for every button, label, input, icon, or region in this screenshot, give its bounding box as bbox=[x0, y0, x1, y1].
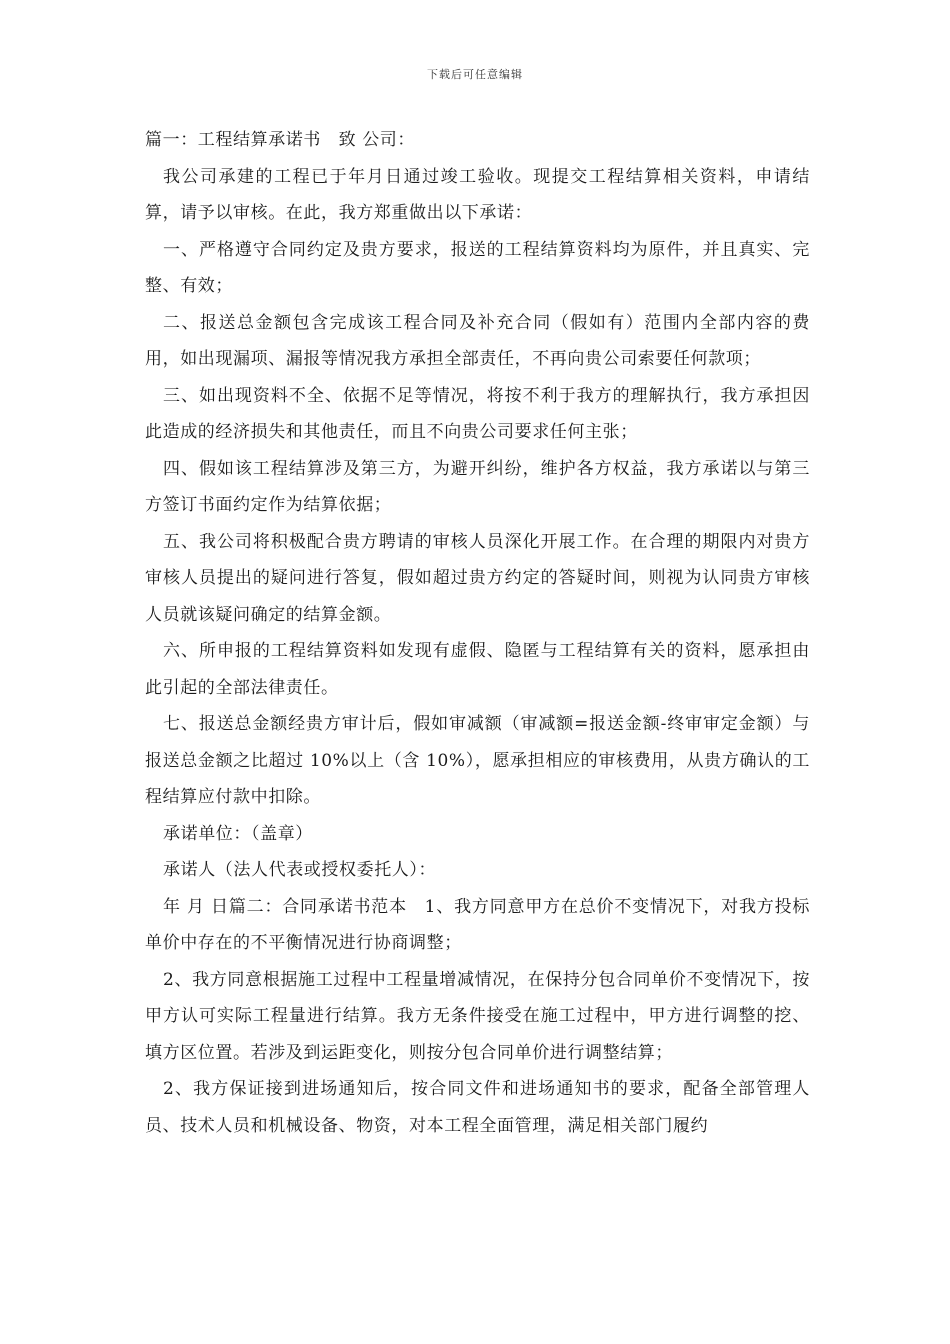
paragraph-item-3: 三、如出现资料不全、依据不足等情况，将按不利于我方的理解执行，我方承担因此造成的经济损失和其他责任，而且不向贵公司要求任何主张； bbox=[145, 385, 810, 442]
paragraph-item-2: 二、报送总金额包含完成该工程合同及补充合同（假如有）范围内全部内容的费用，如出现漏项、漏报等情况我方承担全部责任，不再向贵公司索要任何款项； bbox=[145, 312, 810, 369]
paragraph-intro: 我公司承建的工程已于年月日通过竣工验收。现提交工程结算相关资料，申请结算，请予以审核。在此，我方郑重做出以下承诺： bbox=[145, 166, 810, 223]
signature-unit: 承诺单位：（盖章） bbox=[163, 823, 313, 844]
document-body bbox=[145, 122, 810, 1144]
header-note: 下载后可任意编辑 bbox=[427, 68, 523, 81]
heading-line: 篇一：工程结算承诺书 致 公司： bbox=[145, 130, 416, 150]
paragraph-item-7: 七、报送总金额经贵方审计后，假如审减额（审减额=报送金额-终审审定金额）与报送总金额之比超过 10%以上（含 10%），愿承担相应的审核费用，从贵方确认的工程结算应付款中扣除。 bbox=[145, 714, 810, 807]
signature-person: 承诺人（法人代表或授权委托人）： bbox=[163, 860, 437, 880]
paragraph-part2-item-2a: 2、我方同意根据施工过程中工程量增减情况，在保持分包合同单价不变情况下，按甲方认可实际工程量进行结算。我方无条件接受在施工过程中，甲方进行调整的挖、填方区位置。若涉及到运距变化，则按分包合同单价进行调整结算； bbox=[145, 969, 810, 1063]
paragraph-item-4: 四、假如该工程结算涉及第三方，为避开纠纷，维护各方权益，我方承诺以与第三方签订书面约定作为结算依据； bbox=[145, 458, 810, 515]
paragraph-item-6: 六、所申报的工程结算资料如发现有虚假、隐匿与工程结算有关的资料，愿承担由此引起的全部法律责任。 bbox=[145, 641, 810, 698]
paragraph-part2-item-2b: 2、我方保证接到进场通知后，按合同文件和进场通知书的要求，配备全部管理人员、技术人员和机械设备、物资，对本工程全面管理，满足相关部门履约 bbox=[145, 1079, 810, 1136]
paragraph-item-1: 一、严格遵守合同约定及贵方要求，报送的工程结算资料均为原件，并且真实、完整、有效； bbox=[145, 239, 810, 296]
paragraph-item-5: 五、我公司将积极配合贵方聘请的审核人员深化开展工作。在合理的期限内对贵方审核人员提出的疑问进行答复，假如超过贵方约定的答疑时间，则视为认同贵方审核人员就该疑问确定的结算金额。 bbox=[145, 531, 810, 625]
paragraph-date-part2: 年 月 日篇二：合同承诺书范本 1、我方同意甲方在总价不变情况下，对我方投标单价中存在的不平衡情况进行协商调整； bbox=[145, 896, 810, 953]
